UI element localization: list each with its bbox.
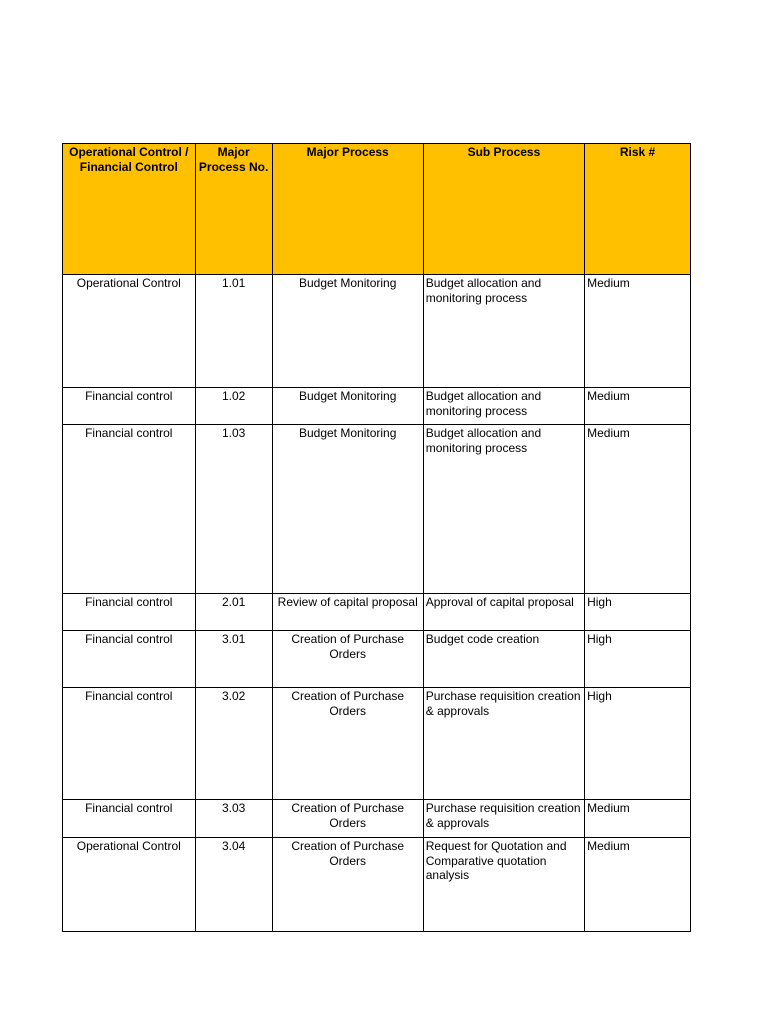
cell-risk: Medium <box>585 800 691 838</box>
cell-sub-process: Purchase requisition creation & approvals <box>423 800 584 838</box>
cell-major-process: Budget Monitoring <box>272 425 423 594</box>
table-row <box>63 594 691 631</box>
cell-major-process: Budget Monitoring <box>272 388 423 425</box>
cell-process-no: 1.01 <box>195 275 272 388</box>
cell-process-no: 3.02 <box>195 688 272 800</box>
cell-process-no: 1.03 <box>195 425 272 594</box>
cell-control-type: Operational Control <box>63 275 196 388</box>
cell-risk: Medium <box>585 838 691 932</box>
cell-risk: High <box>585 688 691 800</box>
cell-sub-process: Request for Quotation and Comparative quotation analysis <box>423 838 584 932</box>
header-control-type: Operational Control / Financial Control <box>63 144 196 275</box>
cell-sub-process: Budget code creation <box>423 631 584 688</box>
cell-control-type: Financial control <box>63 800 196 838</box>
cell-control-type: Financial control <box>63 594 196 631</box>
cell-control-type: Operational Control <box>63 838 196 932</box>
cell-sub-process: Purchase requisition creation & approvals <box>423 688 584 800</box>
cell-process-no: 3.03 <box>195 800 272 838</box>
header-major-process: Major Process <box>272 144 423 275</box>
cell-risk: Medium <box>585 388 691 425</box>
cell-process-no: 3.04 <box>195 838 272 932</box>
cell-major-process: Budget Monitoring <box>272 275 423 388</box>
cell-risk: High <box>585 631 691 688</box>
header-major-process-no: Major Process No. <box>195 144 272 275</box>
cell-sub-process: Budget allocation and monitoring process <box>423 388 584 425</box>
cell-control-type: Financial control <box>63 388 196 425</box>
table-header-row <box>63 144 691 275</box>
table-row <box>63 800 691 838</box>
cell-major-process: Creation of Purchase Orders <box>272 688 423 800</box>
table-row <box>63 275 691 388</box>
risk-control-table <box>62 143 691 932</box>
cell-major-process: Creation of Purchase Orders <box>272 838 423 932</box>
table-row <box>63 631 691 688</box>
cell-major-process: Review of capital proposal <box>272 594 423 631</box>
header-sub-process: Sub Process <box>423 144 584 275</box>
cell-control-type: Financial control <box>63 631 196 688</box>
cell-control-type: Financial control <box>63 688 196 800</box>
table-row <box>63 838 691 932</box>
cell-risk: Medium <box>585 425 691 594</box>
cell-major-process: Creation of Purchase Orders <box>272 631 423 688</box>
cell-major-process: Creation of Purchase Orders <box>272 800 423 838</box>
cell-risk: High <box>585 594 691 631</box>
table-row <box>63 388 691 425</box>
table-row <box>63 425 691 594</box>
cell-sub-process: Budget allocation and monitoring process <box>423 425 584 594</box>
table-row <box>63 688 691 800</box>
cell-control-type: Financial control <box>63 425 196 594</box>
cell-sub-process: Budget allocation and monitoring process <box>423 275 584 388</box>
cell-process-no: 3.01 <box>195 631 272 688</box>
cell-process-no: 1.02 <box>195 388 272 425</box>
cell-risk: Medium <box>585 275 691 388</box>
cell-process-no: 2.01 <box>195 594 272 631</box>
cell-sub-process: Approval of capital proposal <box>423 594 584 631</box>
header-risk: Risk # <box>585 144 691 275</box>
